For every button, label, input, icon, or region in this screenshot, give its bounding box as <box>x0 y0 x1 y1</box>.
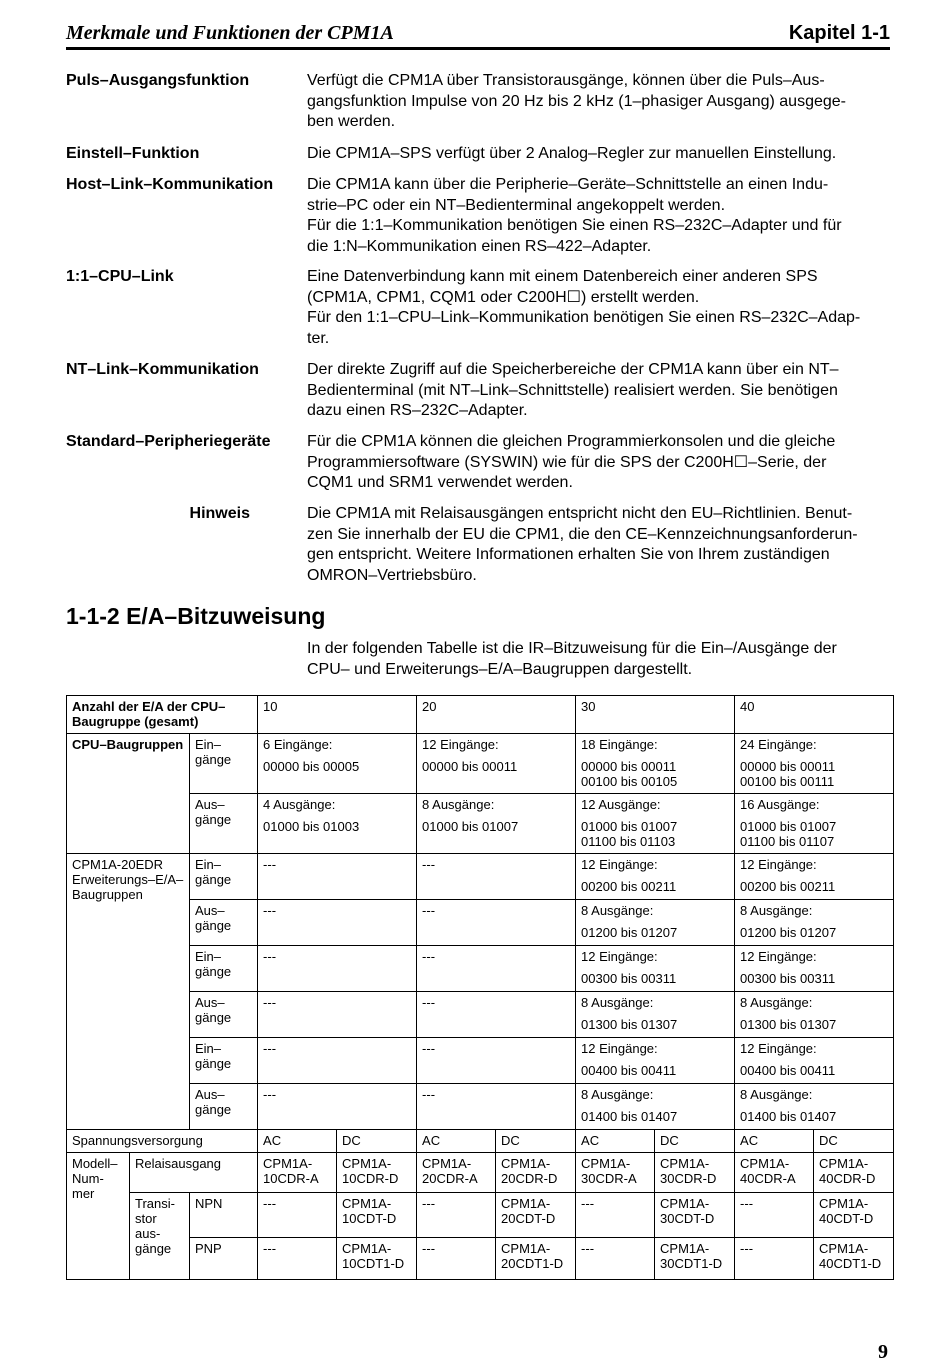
power-ac-cell: AC <box>735 1130 814 1153</box>
cell-line: 12 Eingänge: <box>740 1041 817 1056</box>
cell-line: 12 Eingänge: <box>740 949 817 964</box>
table-row <box>67 794 894 854</box>
model-number-label: Modell–Num-mer <box>67 1153 130 1280</box>
npn-label: NPN <box>190 1193 258 1238</box>
feature-text-line: gangsfunktion Impulse von 20 Hz bis 2 kHz (1–phasiger Ausgang) ausgege- <box>307 92 846 110</box>
feature-text <box>307 432 892 494</box>
model-cell: CPM1A-10CDR-A <box>258 1153 337 1193</box>
feature-text-line: Bedienterminal (mit NT–Link–Schnittstelle) realisiert werden. Sie benötigen <box>307 381 838 399</box>
feature-label: Hinweis <box>189 505 250 522</box>
feature-label: Host–Link–Kommunikation <box>66 176 274 193</box>
io-kind-cell: Aus–gänge <box>190 992 258 1038</box>
cpu-group-label: CPU–Baugruppen <box>67 734 190 854</box>
pnp-label: PNP <box>190 1238 258 1280</box>
cell-line: 12 Eingänge: <box>581 1041 658 1056</box>
table-row <box>67 1153 894 1193</box>
model-cell: CPM1A-40CDT-D <box>814 1193 894 1238</box>
empty-dash-cell: --- <box>417 854 576 900</box>
table-cell <box>735 854 894 900</box>
cell-line: 01400 bis 01407 <box>740 1109 837 1124</box>
empty-dash-cell: --- <box>417 992 576 1038</box>
feature-label: Puls–Ausgangsfunktion <box>66 72 250 89</box>
cell-line: 00000 bis 00011 <box>422 759 518 774</box>
cell-line: 18 Eingänge: <box>581 737 658 752</box>
feature-text-line: Eine Datenverbindung kann mit einem Datenbereich einer anderen SPS <box>307 268 818 285</box>
feature-item <box>66 504 892 586</box>
cell-line: 01100 bis 01107 <box>740 834 835 849</box>
feature-text-line: zen Sie innerhalb der EU die CPM1, die den CE–Kennzeichnungsanforderun- <box>307 525 858 543</box>
io-kind-cell: Aus–gänge <box>190 1084 258 1130</box>
table-row <box>67 1084 894 1130</box>
header-rule <box>66 47 890 50</box>
table-row <box>67 854 894 900</box>
feature-item <box>66 71 892 133</box>
cell-line: 24 Eingänge: <box>740 737 817 752</box>
model-cell: CPM1A-30CDR-D <box>655 1153 735 1193</box>
model-cell: CPM1A-10CDT1-D <box>337 1238 417 1280</box>
model-cell: CPM1A-40CDR-D <box>814 1153 894 1193</box>
feature-text-line: CQM1 und SRM1 verwendet werden. <box>307 474 573 491</box>
model-cell: CPM1A-40CDT1-D <box>814 1238 894 1280</box>
running-header-title: Merkmale und Funktionen der CPM1A <box>66 22 394 44</box>
feature-text-line: Programmiersoftware (SYSWIN) wie für die SPS der C200H☐–Serie, der <box>307 453 827 471</box>
feature-text-line: strie–PC oder ein NT–Bedienterminal angekoppelt werden. <box>307 196 726 214</box>
feature-label: NT–Link–Kommunikation <box>66 361 259 378</box>
section-title: 1-1-2 E/A–Bitzuweisung <box>66 603 326 629</box>
feature-text-line: Die CPM1A–SPS verfügt über 2 Analog–Regler zur manuellen Einstellung. <box>307 145 837 162</box>
cell-line: 00100 bis 00111 <box>740 774 835 789</box>
table-cell <box>735 794 894 854</box>
io-kind-cell: Ein–gänge <box>190 734 258 794</box>
feature-item <box>66 432 892 494</box>
table-cell <box>576 734 735 794</box>
transistor-output-label: Transi-stor aus-gänge <box>130 1193 190 1280</box>
model-cell: --- <box>417 1193 496 1238</box>
relay-output-label: Relaisausgang <box>130 1153 258 1193</box>
model-cell: CPM1A-20CDT-D <box>496 1193 576 1238</box>
table-row <box>67 900 894 946</box>
power-ac-cell: AC <box>576 1130 655 1153</box>
cell-line: 8 Ausgänge: <box>422 797 495 812</box>
power-dc-cell: DC <box>496 1130 576 1153</box>
model-cell: CPM1A-10CDR-D <box>337 1153 417 1193</box>
cell-line: 12 Eingänge: <box>422 737 499 752</box>
cell-line: 01300 bis 01307 <box>740 1017 837 1032</box>
io-kind-cell: Aus–gänge <box>190 794 258 854</box>
cell-line: 00000 bis 00011 <box>581 759 677 774</box>
running-header-chapter: Kapitel 1-1 <box>788 22 890 44</box>
cell-line: 01000 bis 01007 <box>422 819 519 834</box>
empty-dash-cell: --- <box>258 992 417 1038</box>
model-cell: --- <box>417 1238 496 1280</box>
feature-text <box>307 504 892 586</box>
model-cell: --- <box>258 1193 337 1238</box>
feature-label: Standard–Peripheriegeräte <box>66 433 271 450</box>
table-cell <box>576 1038 735 1084</box>
cell-line: 00200 bis 00211 <box>581 879 677 894</box>
feature-item <box>66 144 892 165</box>
table-cell <box>576 992 735 1038</box>
feature-text-line: Der direkte Zugriff auf die Speicherbereiche der CPM1A kann über ein NT– <box>307 361 839 378</box>
feature-text-line: Die CPM1A kann über die Peripherie–Geräte–Schnittstelle an einen Indu- <box>307 176 829 193</box>
head-count-cell: 40 <box>735 696 894 734</box>
feature-text-line: Die CPM1A mit Relaisausgängen entspricht nicht den EU–Richtlinien. Benut- <box>307 505 853 522</box>
cell-line: 00200 bis 00211 <box>740 879 836 894</box>
model-cell: CPM1A-30CDT1-D <box>655 1238 735 1280</box>
table-cell <box>735 734 894 794</box>
table-row <box>67 1238 894 1280</box>
page-number: 9 <box>878 1341 888 1363</box>
table-cell <box>576 854 735 900</box>
feature-label: Einstell–Funktion <box>66 145 200 162</box>
head-label-cell: Anzahl der E/A der CPU–Baugruppe (gesamt) <box>67 696 258 734</box>
cell-line: 8 Ausgänge: <box>740 995 813 1010</box>
feature-text-line: dazu einen RS–232C–Adapter. <box>307 402 528 419</box>
power-ac-cell: AC <box>417 1130 496 1153</box>
model-cell: CPM1A-30CDT-D <box>655 1193 735 1238</box>
empty-dash-cell: --- <box>258 1038 417 1084</box>
table-cell <box>576 900 735 946</box>
table-row <box>67 946 894 992</box>
cell-line: 01300 bis 01307 <box>581 1017 678 1032</box>
table-cell <box>258 734 417 794</box>
table-cell <box>576 794 735 854</box>
cell-line: 00300 bis 00311 <box>581 971 677 986</box>
feature-text-line: OMRON–Vertriebsbüro. <box>307 566 477 584</box>
empty-dash-cell: --- <box>258 1084 417 1130</box>
feature-text <box>307 71 892 133</box>
cell-line: 01000 bis 01007 <box>740 819 837 834</box>
head-count-cell: 30 <box>576 696 735 734</box>
table-cell <box>735 900 894 946</box>
table-cell <box>735 1084 894 1130</box>
feature-text-line: Verfügt die CPM1A über Transistorausgänge, können über die Puls–Aus- <box>307 72 825 89</box>
table-cell <box>735 1038 894 1084</box>
section-intro <box>307 639 892 680</box>
expansion-group-label: CPM1A-20EDR Erweiterungs–E/A–Baugruppen <box>67 854 190 1130</box>
cell-line: 12 Eingänge: <box>581 857 658 872</box>
empty-dash-cell: --- <box>417 900 576 946</box>
cell-line: 00400 bis 00411 <box>740 1063 836 1078</box>
io-kind-cell: Ein–gänge <box>190 946 258 992</box>
model-cell: --- <box>576 1193 655 1238</box>
feature-text-line: Für die CPM1A können die gleichen Programmierkonsolen und die gleiche <box>307 433 836 450</box>
table-cell <box>576 1084 735 1130</box>
power-label-cell: Spannungsversorgung <box>67 1130 258 1153</box>
table-cell <box>576 946 735 992</box>
empty-dash-cell: --- <box>258 900 417 946</box>
feature-text <box>307 267 892 349</box>
intro-line: In der folgenden Tabelle ist die IR–Bitzuweisung für die Ein–/Ausgänge der <box>307 640 837 657</box>
table-cell <box>735 946 894 992</box>
cell-line: 6 Eingänge: <box>263 737 333 752</box>
model-cell: CPM1A-20CDR-D <box>496 1153 576 1193</box>
model-cell: CPM1A-40CDR-A <box>735 1153 814 1193</box>
feature-text-line: (CPM1A, CPM1, CQM1 oder C200H☐) erstellt werden. <box>307 288 700 306</box>
table-cell <box>258 794 417 854</box>
table-row <box>67 1193 894 1238</box>
cell-line: 00000 bis 00011 <box>740 759 836 774</box>
feature-text-line: Für die 1:1–Kommunikation benötigen Sie einen RS–232C–Adapter und für <box>307 217 842 234</box>
cell-line: 01200 bis 01207 <box>740 925 837 940</box>
power-dc-cell: DC <box>655 1130 735 1153</box>
empty-dash-cell: --- <box>258 946 417 992</box>
feature-text <box>307 144 892 165</box>
table-row <box>67 734 894 794</box>
io-kind-cell: Ein–gänge <box>190 1038 258 1084</box>
model-cell: CPM1A-30CDR-A <box>576 1153 655 1193</box>
cell-line: 00100 bis 00105 <box>581 774 678 789</box>
feature-label: 1:1–CPU–Link <box>66 268 174 285</box>
empty-dash-cell: --- <box>258 854 417 900</box>
cell-line: 8 Ausgänge: <box>740 1087 813 1102</box>
model-cell: CPM1A-10CDT-D <box>337 1193 417 1238</box>
cell-line: 16 Ausgänge: <box>740 797 820 812</box>
model-cell: --- <box>258 1238 337 1280</box>
cell-line: 01200 bis 01207 <box>581 925 678 940</box>
cell-line: 00000 bis 00005 <box>263 759 360 774</box>
table-cell <box>417 794 576 854</box>
cell-line: 01100 bis 01103 <box>581 834 676 849</box>
io-kind-cell: Ein–gänge <box>190 854 258 900</box>
head-count-cell: 10 <box>258 696 417 734</box>
cell-line: 8 Ausgänge: <box>740 903 813 918</box>
model-cell: CPM1A-20CDT1-D <box>496 1238 576 1280</box>
feature-text <box>307 175 892 257</box>
cell-line: 8 Ausgänge: <box>581 1087 654 1102</box>
model-cell: --- <box>576 1238 655 1280</box>
cell-line: 8 Ausgänge: <box>581 995 654 1010</box>
head-count-cell: 20 <box>417 696 576 734</box>
cell-line: 12 Eingänge: <box>740 857 817 872</box>
cell-line: 4 Ausgänge: <box>263 797 336 812</box>
cell-line: 01400 bis 01407 <box>581 1109 678 1124</box>
feature-text-line: gen entspricht. Weitere Informationen erhalten Sie von Ihrem zuständigen <box>307 546 830 563</box>
feature-text <box>307 360 892 422</box>
cell-line: 12 Ausgänge: <box>581 797 661 812</box>
empty-dash-cell: --- <box>417 1084 576 1130</box>
table-cell <box>417 734 576 794</box>
cell-line: 12 Eingänge: <box>581 949 658 964</box>
model-cell: CPM1A-20CDR-A <box>417 1153 496 1193</box>
empty-dash-cell: --- <box>417 946 576 992</box>
feature-text-line: Für den 1:1–CPU–Link–Kommunikation benötigen Sie einen RS–232C–Adap- <box>307 309 861 326</box>
cell-line: 01000 bis 01007 <box>581 819 678 834</box>
power-ac-cell: AC <box>258 1130 337 1153</box>
feature-text-line: ter. <box>307 329 330 347</box>
feature-item <box>66 267 892 349</box>
cell-line: 8 Ausgänge: <box>581 903 654 918</box>
cell-line: 00400 bis 00411 <box>581 1063 677 1078</box>
power-dc-cell: DC <box>814 1130 894 1153</box>
table-row <box>67 1038 894 1084</box>
power-dc-cell: DC <box>337 1130 417 1153</box>
table-row <box>67 992 894 1038</box>
empty-dash-cell: --- <box>417 1038 576 1084</box>
feature-item <box>66 360 892 422</box>
table-row <box>67 1130 894 1153</box>
cell-line: 01000 bis 01003 <box>263 819 360 834</box>
feature-text-line: ben werden. <box>307 113 396 130</box>
io-allocation-table <box>66 695 894 1280</box>
cell-line: 00300 bis 00311 <box>740 971 836 986</box>
table-row <box>67 696 894 734</box>
intro-line: CPU– und Erweiterungs–E/A–Baugruppen dargestellt. <box>307 660 693 678</box>
feature-item <box>66 175 892 257</box>
model-cell: --- <box>735 1238 814 1280</box>
io-kind-cell: Aus–gänge <box>190 900 258 946</box>
model-cell: --- <box>735 1193 814 1238</box>
table-cell <box>735 992 894 1038</box>
feature-text-line: die 1:N–Kommunikation einen RS–422–Adapter. <box>307 237 652 255</box>
